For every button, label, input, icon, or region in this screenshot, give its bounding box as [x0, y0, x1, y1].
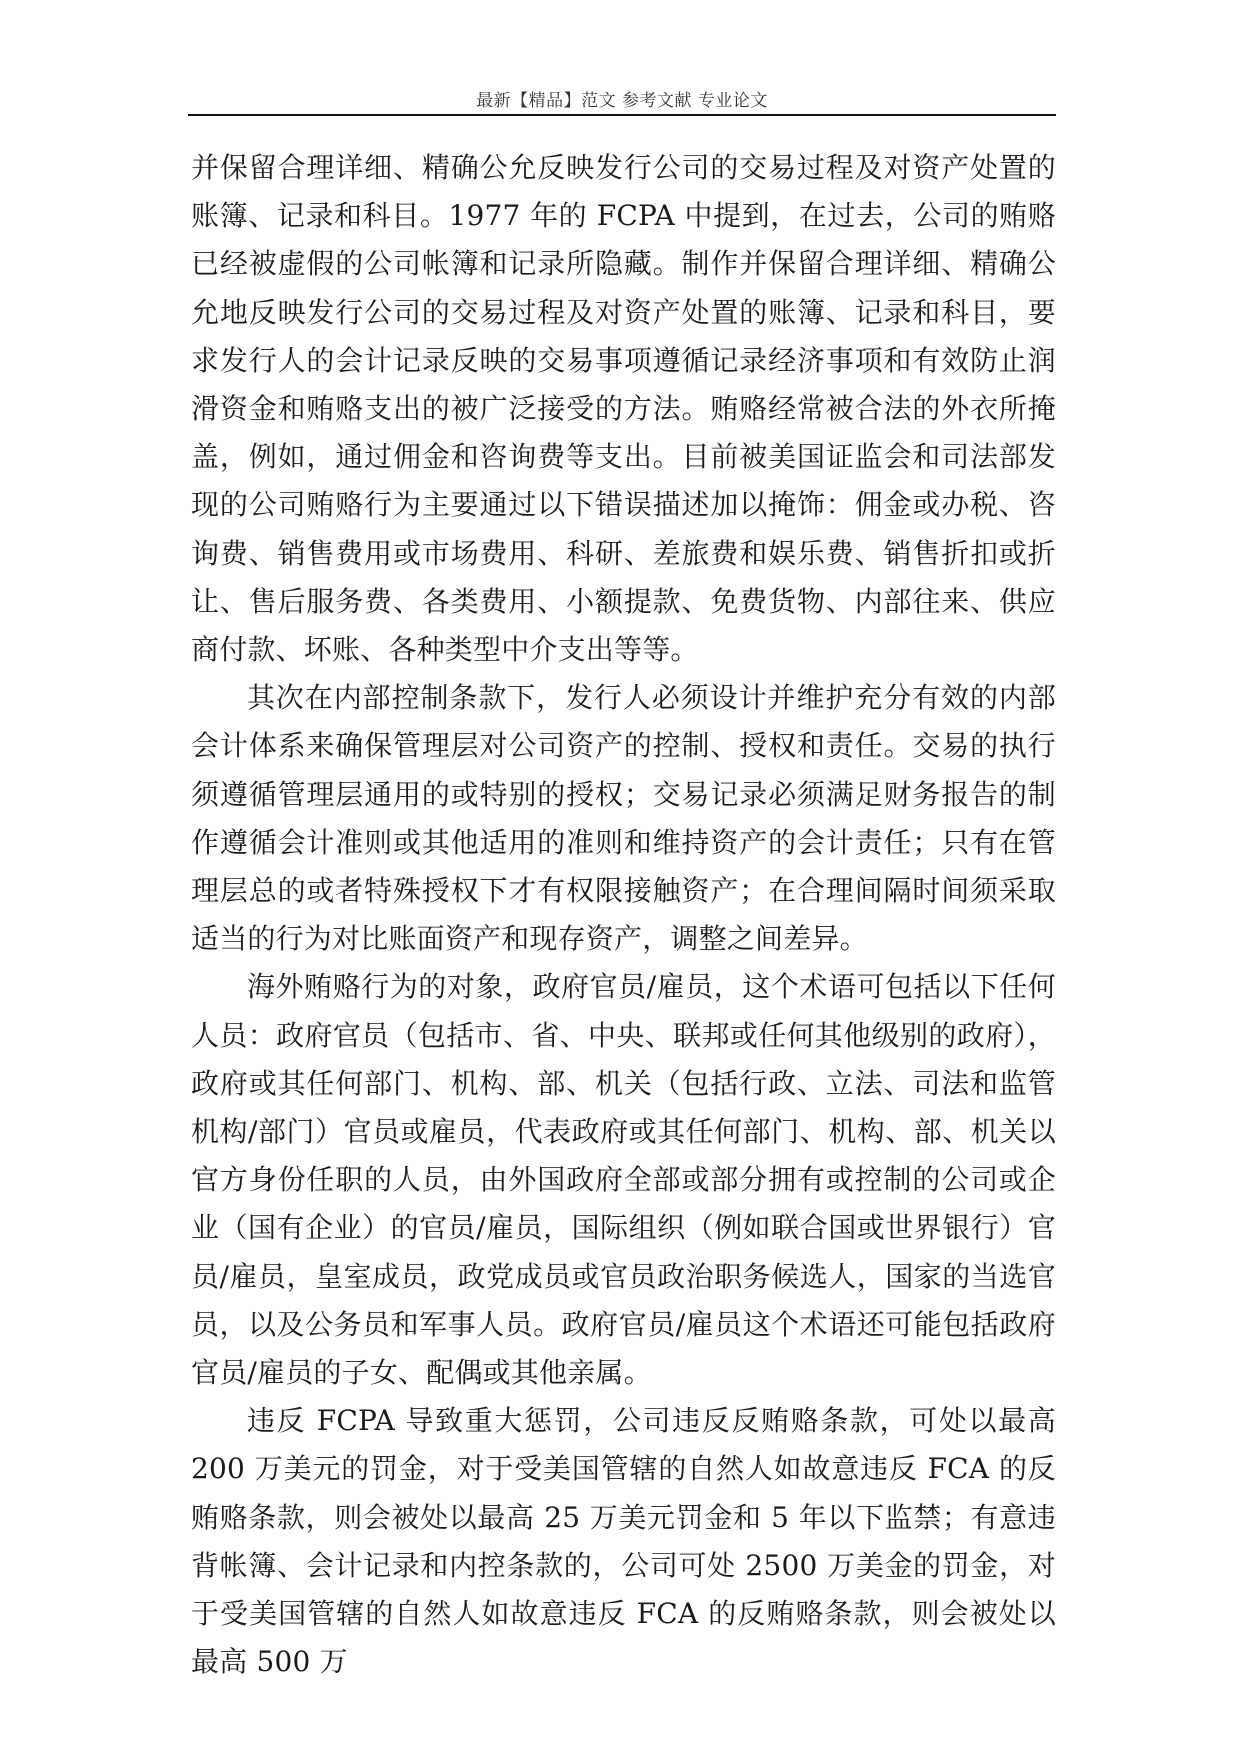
paragraph-internal-control: 其次在内部控制条款下，发行人必须设计并维护充分有效的内部会计体系来确保管理层对公司资产的控制、授权和责任。交易的执行须遵循管理层通用的或特别的授权；交易记录必须满足财务报告的制作遵循会计准则或其他适用的准则和维持资产的会计责任；只有在管理层总的或者特殊授权下才有权限接触资产；在合理间隔时间须采取适当的行为对比账面资产和现存资产，调整之间差异。 [191, 681, 1056, 956]
paragraph-penalties: 违反 FCPA 导致重大惩罚，公司违反反贿赂条款，可处以最高 200 万美元的罚金，对于受美国管辖的自然人如故意违反 FCA 的反贿赂条款，则会被处以最高 25 万美元罚金和 5 年以下监禁；有意违背帐簿、会计记录和内控条款的，公司可处 2500 万美金的罚金，对于受美国管辖的自然人如故意违反 FCA 的反贿赂条款，则会被处以最高 500 万 [191, 1404, 1056, 1679]
page-header: 最新【精品】范文 参考文献 专业论文 [476, 91, 768, 111]
paragraph-accounting-records: 并保留合理详细、精确公允反映发行公司的交易过程及对资产处置的账簿、记录和科目。1977 年的 FCPA 中提到，在过去，公司的贿赂已经被虚假的公司帐簿和记录所隐藏。制作并保留合理详细、精确公允地反映发行公司的交易过程及对资产处置的账簿、记录和科目，要求发行人的会计记录反映的交易事项遵循记录经济事项和有效防止润滑资金和贿赂支出的被广泛接受的方法。贿赂经常被合法的外衣所掩盖，例如，通过佣金和咨询费等支出。目前被美国证监会和司法部发现的公司贿赂行为主要通过以下错误描述加以掩饰：佣金或办税、咨询费、销售费用或市场费用、科研、差旅费和娱乐费、销售折扣或折让、售后服务费、各类费用、小额提款、免费货物、内部往来、供应商付款、坏账、各种类型中介支出等等。 [191, 151, 1056, 667]
paragraph-government-officials: 海外贿赂行为的对象，政府官员/雇员，这个术语可包括以下任何人员：政府官员（包括市、省、中央、联邦或任何其他级别的政府），政府或其任何部门、机构、部、机关（包括行政、立法、司法和监管机构/部门）官员或雇员，代表政府或其任何部门、机构、部、机关以官方身份任职的人员，由外国政府全部或部分拥有或控制的公司或企业（国有企业）的官员/雇员，国际组织（例如联合国或世界银行）官员/雇员，皇室成员，政党成员或官员政治职务候选人，国家的当选官员，以及公务员和军事人员。政府官员/雇员这个术语还可能包括政府官员/雇员的子女、配偶或其他亲属。 [191, 970, 1056, 1390]
header-divider [188, 114, 1056, 116]
body-text [191, 144, 1056, 1687]
